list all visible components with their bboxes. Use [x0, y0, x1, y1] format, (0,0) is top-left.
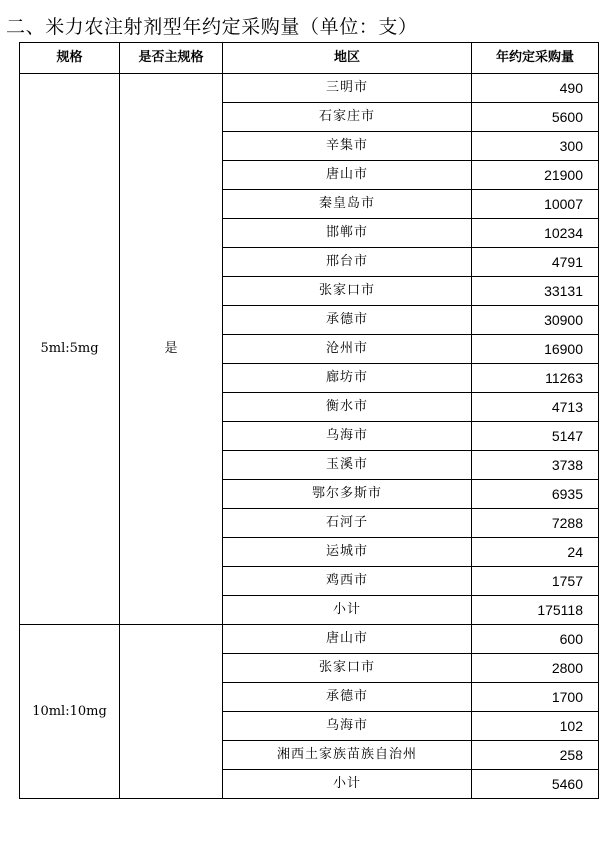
quantity-cell: 1700	[472, 683, 599, 712]
region-cell: 唐山市	[223, 625, 472, 654]
region-cell: 邢台市	[223, 248, 472, 277]
quantity-cell: 10234	[472, 219, 599, 248]
quantity-cell: 10007	[472, 190, 599, 219]
region-cell: 玉溪市	[223, 451, 472, 480]
region-cell: 乌海市	[223, 422, 472, 451]
quantity-cell: 5460	[472, 770, 599, 799]
region-cell: 小计	[223, 770, 472, 799]
main-spec-cell	[120, 625, 223, 799]
quantity-cell: 2800	[472, 654, 599, 683]
region-cell: 石家庄市	[223, 103, 472, 132]
table-row	[20, 74, 599, 103]
region-cell: 承德市	[223, 306, 472, 335]
region-cell: 张家口市	[223, 277, 472, 306]
quantity-cell: 5600	[472, 103, 599, 132]
region-cell: 沧州市	[223, 335, 472, 364]
table-header	[20, 43, 599, 74]
region-cell: 石河子	[223, 509, 472, 538]
quantity-cell: 5147	[472, 422, 599, 451]
region-cell: 张家口市	[223, 654, 472, 683]
region-cell: 廊坊市	[223, 364, 472, 393]
main-spec-cell: 是	[120, 74, 223, 625]
quantity-cell: 33131	[472, 277, 599, 306]
quantity-cell: 11263	[472, 364, 599, 393]
procurement-table	[19, 42, 599, 799]
quantity-cell: 3738	[472, 451, 599, 480]
quantity-cell: 7288	[472, 509, 599, 538]
quantity-cell: 24	[472, 538, 599, 567]
header-spec: 规格	[20, 43, 120, 74]
quantity-cell: 300	[472, 132, 599, 161]
region-cell: 承德市	[223, 683, 472, 712]
spec-cell: 5ml:5mg	[20, 74, 120, 625]
quantity-cell: 4791	[472, 248, 599, 277]
region-cell: 秦皇岛市	[223, 190, 472, 219]
table-body	[20, 74, 599, 799]
region-cell: 邯郸市	[223, 219, 472, 248]
quantity-cell: 490	[472, 74, 599, 103]
header-region: 地区	[223, 43, 472, 74]
table-row	[20, 625, 599, 654]
quantity-cell: 30900	[472, 306, 599, 335]
region-cell: 运城市	[223, 538, 472, 567]
region-cell: 湘西土家族苗族自治州	[223, 741, 472, 770]
section-heading: 二、米力农注射剂型年约定采购量（单位：支）	[6, 16, 418, 38]
region-cell: 辛集市	[223, 132, 472, 161]
header-row	[20, 43, 599, 74]
region-cell: 衡水市	[223, 393, 472, 422]
quantity-cell: 175118	[472, 596, 599, 625]
quantity-cell: 1757	[472, 567, 599, 596]
header-annual-quantity: 年约定采购量	[472, 43, 599, 74]
region-cell: 鸡西市	[223, 567, 472, 596]
region-cell: 乌海市	[223, 712, 472, 741]
quantity-cell: 4713	[472, 393, 599, 422]
quantity-cell: 21900	[472, 161, 599, 190]
quantity-cell: 102	[472, 712, 599, 741]
quantity-cell: 258	[472, 741, 599, 770]
quantity-cell: 16900	[472, 335, 599, 364]
region-cell: 三明市	[223, 74, 472, 103]
header-main-spec: 是否主规格	[120, 43, 223, 74]
region-cell: 鄂尔多斯市	[223, 480, 472, 509]
region-cell: 唐山市	[223, 161, 472, 190]
spec-cell: 10ml:10mg	[20, 625, 120, 799]
region-cell: 小计	[223, 596, 472, 625]
quantity-cell: 6935	[472, 480, 599, 509]
quantity-cell: 600	[472, 625, 599, 654]
